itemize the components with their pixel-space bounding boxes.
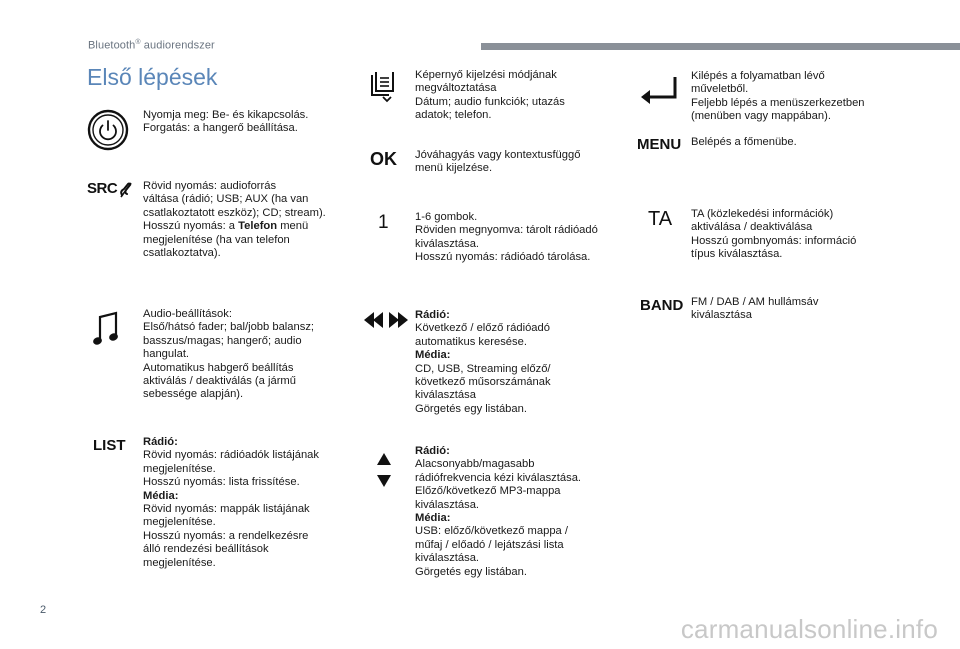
seek-arrows-icon (364, 310, 408, 330)
src-phone-icon (87, 180, 133, 200)
ok-description: Jóváhagyás vagy kontextusfüggő menü kijelzése. (415, 149, 581, 175)
registered-mark: ® (135, 39, 141, 46)
watermark: carmanualsonline.info (680, 614, 938, 644)
page-title: Első lépések (87, 64, 218, 90)
back-description: Kilépés a folyamatban lévő műveletből. Feljebb lépés a menüszerkezetben (menüben vagy mappában). (691, 70, 865, 123)
list-description: Rádió: Rövid nyomás: rádióadók listájának megjelenítése. Hosszú nyomás: lista frissítése. Média: Rövid nyomás: mappák listájának megjelenítése. Hosszú nyomás: a rendelkezésre álló rendezési beállítások megjelenítése. (143, 436, 319, 569)
section-header (88, 39, 215, 52)
menu-description: Belépés a főmenübe. (691, 136, 797, 148)
power-knob-icon (86, 108, 130, 152)
band-icon: BAND (640, 297, 684, 314)
preset-number-icon: 1 (378, 212, 389, 233)
up-down-description: Rádió: Alacsonyabb/magasabb rádiófrekvencia kézi kiválasztása. Előző/következő MP3-mappa kiválasztása. Média: USB: előző/következő mappa / műfaj / előadó / lejátszási lista kiválasztása. Görgetés egy listában. (415, 445, 582, 578)
src-description: Rövid nyomás: audioforrás váltása (rádió; USB; AUX (ha van csatlakoztatott eszköz); CD; stream). Hosszú nyomás: a Telefon menü megjelenítése (ha van telefon csatlakoztatva). (143, 180, 326, 260)
seek-description: Rádió: Következő / előző rádióadó automatikus keresése. Média: CD, USB, Streaming előző/ következő műsorszámának kiválasztása Görgetés egy listában. (415, 309, 551, 415)
audio-description: Audio-beállítások: Első/hátsó fader; bal/jobb balansz; basszus/magas; hangerő; audio hangulat. Automatikus habgerő beállítás aktiválás / deaktiválás (a jármű sebessége alapján). (143, 308, 315, 401)
back-arrow-icon (640, 74, 680, 110)
menu-icon: MENU (637, 136, 682, 153)
section-header-main: Bluetooth (88, 39, 136, 52)
display-mode-icon (368, 70, 398, 104)
up-down-arrows-icon (374, 452, 394, 488)
power-description: Nyomja meg: Be- és kikapcsolás. Forgatás: a hangerő beállítása. (143, 109, 309, 135)
telefon-bold: Telefon (238, 220, 278, 233)
ta-icon: TA (648, 208, 673, 230)
display-mode-description: Képernyő kijelzési módjának megváltoztatása Dátum; audio funkciók; utazás adatok; telefon. (415, 69, 565, 122)
ok-icon: OK (370, 149, 397, 169)
page-number: 2 (40, 604, 47, 616)
band-description: FM / DAB / AM hullámsáv kiválasztása (691, 296, 819, 322)
src-icon-label: SRC (87, 180, 118, 197)
section-header-rest: audiorendszer (140, 39, 215, 52)
preset-description: 1-6 gombok. Röviden megnyomva: tárolt rádióadó kiválasztása. Hosszú nyomás: rádióadó tárolása. (415, 211, 598, 264)
music-note-icon (90, 310, 122, 350)
ta-description: TA (közlekedési információk) aktiválása / deaktiválása Hosszú gombnyomás: információ típus kiválasztása. (691, 208, 857, 261)
header-bar (481, 43, 960, 50)
list-icon: LIST (93, 437, 126, 454)
